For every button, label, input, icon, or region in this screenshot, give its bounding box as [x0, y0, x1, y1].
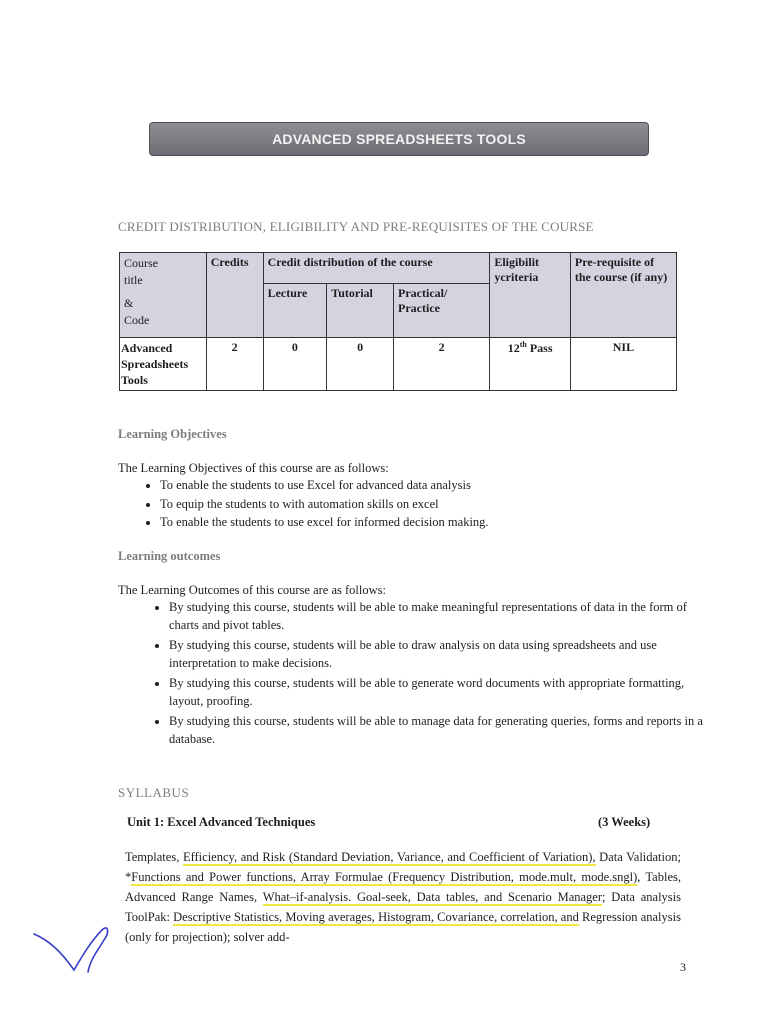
syllabus-text-segment: Regression analysis (only for projection); solver add- — [125, 910, 681, 944]
list-item: • To enable the students to use Excel for advanced data analysis — [160, 476, 489, 495]
unit-syllabus-text — [125, 847, 681, 947]
cell-course-title-line: Spreadsheets — [121, 357, 189, 371]
syllabus-text-segment: ; Data analysis ToolPak: — [125, 890, 682, 924]
cell-course-title — [120, 338, 207, 391]
highlighted-text: Descriptive Statistics, Moving averages, Histogram, Covariance, correlation, and — [173, 910, 579, 924]
list-item: • To equip the students to with automation skills on excel — [160, 495, 489, 514]
cell-practical: 2 — [394, 338, 490, 391]
page-number: 3 — [680, 960, 686, 974]
cell-course-title-line: Advanced — [121, 341, 173, 355]
header-practical — [394, 283, 490, 337]
header-practical-line: Practical/ — [398, 285, 448, 300]
learning-objectives-intro: The Learning Objectives of this course are as follows: — [118, 461, 389, 475]
syllabus-text-segment: Templates, — [125, 850, 183, 864]
eligibility-superscript: th — [519, 340, 527, 349]
cell-credits: 2 — [206, 338, 263, 391]
header-credits: Credits — [206, 253, 263, 338]
eligibility-word: Pass — [526, 341, 553, 355]
cell-prerequisite: NIL — [570, 338, 676, 391]
eligibility-number: 12 — [507, 341, 520, 355]
unit-duration: (3 Weeks) — [598, 815, 651, 829]
unit-title: Unit 1: Excel Advanced Techniques — [127, 815, 316, 829]
header-prerequisite: Pre-requisite of the course (if any) — [570, 253, 676, 338]
learning-objectives-list — [140, 476, 489, 532]
table-row — [120, 338, 677, 391]
credit-distribution-table — [119, 252, 677, 391]
header-course-title-line: Code — [124, 313, 150, 327]
list-item: • By studying this course, students will be able to draw analysis on data using spreadsheets and use interpretation to make decisions. — [169, 636, 705, 672]
signature-mark-icon — [30, 920, 120, 980]
list-item: • By studying this course, students will be able to generate word documents with appropriate formatting, layout, proofing. — [169, 674, 705, 710]
credit-distribution-heading: CREDIT DISTRIBUTION, ELIGIBILITY AND PRE-REQUISITES OF THE COURSE — [118, 219, 594, 234]
header-practical-line: Practice — [398, 300, 440, 315]
cell-course-title-line: Tools — [121, 373, 148, 387]
header-eligibility: Eligibilit ycriteria — [490, 253, 571, 338]
header-course-title-line: Course — [124, 256, 158, 270]
table-header-row — [120, 253, 677, 284]
highlighted-text: Functions and Power functions, Array Formulae (Frequency Distribution, mode.mult, mode.sngl) — [131, 870, 638, 884]
header-course-title — [120, 253, 207, 338]
list-item: • By studying this course, students will be able to make meaningful representations of data in the form of charts and pivot tables. — [169, 598, 705, 634]
syllabus-heading: SYLLABUS — [118, 785, 190, 800]
cell-lecture: 0 — [263, 338, 327, 391]
learning-outcomes-intro: The Learning Outcomes of this course are as follows: — [118, 583, 386, 597]
learning-outcomes-heading: Learning outcomes — [118, 549, 221, 563]
header-course-title-line: & — [124, 296, 134, 310]
learning-outcomes-list — [149, 598, 705, 750]
list-item: • To enable the students to use excel for informed decision making. — [160, 513, 489, 532]
syllabus-text-segment: , Tables, Advanced Range Names, — [125, 870, 681, 904]
cell-eligibility — [490, 338, 571, 391]
header-credit-distribution: Credit distribution of the course — [263, 253, 490, 284]
header-tutorial: Tutorial — [327, 283, 394, 337]
course-title-banner: ADVANCED SPREADSHEETS TOOLS — [149, 122, 649, 156]
syllabus-text-segment: Data Validation; * — [125, 850, 681, 884]
highlighted-text: What–if-analysis. Goal-seek, Data tables, and Scenario Manager — [262, 890, 603, 904]
header-lecture: Lecture — [263, 283, 327, 337]
learning-objectives-heading: Learning Objectives — [118, 427, 227, 441]
header-course-title-line: title — [124, 273, 143, 287]
cell-tutorial: 0 — [327, 338, 394, 391]
list-item: • By studying this course, students will be able to manage data for generating queries, forms and reports in a database. — [169, 712, 705, 748]
highlighted-text: Efficiency, and Risk (Standard Deviation, Variance, and Coefficient of Variation), — [182, 850, 596, 864]
